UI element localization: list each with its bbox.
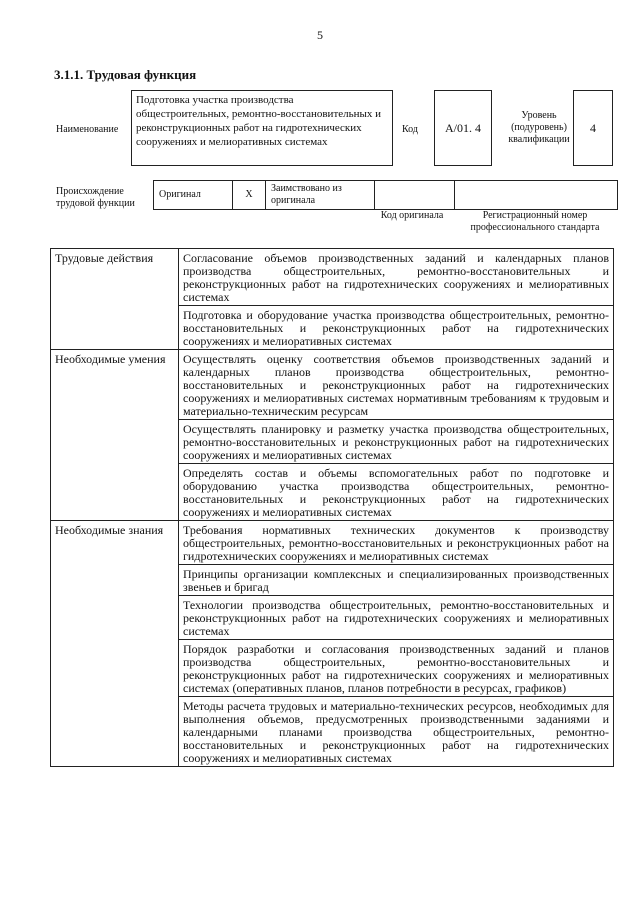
qualification-level-box: 4 <box>573 90 613 166</box>
table-row <box>51 521 614 565</box>
list-item: Осуществлять оценку соответствия объемов производственных заданий и календарных планов производства общестроительных, ремонтно-восстановительных и реконструкционных работ на гидротехнических сооружениях и мелиоративных системах нормативным требованиям к трудовым и материально-техническим ресурсам <box>179 350 614 420</box>
reg-number-label: Регистрационный номер профессионального стандарта <box>470 210 600 233</box>
function-details-table <box>50 248 614 767</box>
origin-table <box>153 180 618 210</box>
section-title: 3.1.1. Трудовая функция <box>54 67 197 82</box>
section-label: Трудовые действия <box>51 249 179 350</box>
section-label: Необходимые знания <box>51 521 179 767</box>
code-original-label: Код оригинала <box>380 210 444 221</box>
list-item: Подготовка и оборудование участка производства общестроительных, ремонтно-восстановительных и реконструкционных работ на гидротехнических сооружениях и мелиоративных системах <box>179 306 614 350</box>
origin-borrowed: Заимствовано из оригинала <box>266 181 375 210</box>
page-number: 5 <box>317 28 323 42</box>
origin-code-cell <box>375 181 455 210</box>
list-item: Принципы организации комплексных и специализированных производственных звеньев и бригад <box>179 565 614 596</box>
section-label: Необходимые умения <box>51 350 179 521</box>
table-row <box>51 350 614 420</box>
table-row <box>51 249 614 306</box>
list-item: Порядок разработки и согласования производственных заданий и планов производства общестроительных, ремонтно-восстановительных и реконструкционных работ на гидротехнических сооружениях и мелиоративных системах (оперативных планов, планов потребности в ресурсах, графиков) <box>179 640 614 697</box>
function-code-box: А/01. 4 <box>434 90 492 166</box>
origin-mark: X <box>233 181 266 210</box>
code-label: Код <box>402 124 418 135</box>
origin-reg-cell <box>455 181 618 210</box>
list-item: Определять состав и объемы вспомогательных работ по подготовке и оборудованию участка производства общестроительных, ремонтно-восстановительных и реконструкционных работ на гидротехнических сооружениях и мелиоративных системах <box>179 464 614 521</box>
list-item: Согласование объемов производственных заданий и календарных планов производства общестроительных, ремонтно-восстановительных и реконструкционных работ на гидротехнических сооружениях и мелиоративных системах <box>179 249 614 306</box>
origin-label: Происхождение трудовой функции <box>56 186 135 209</box>
function-name-box: Подготовка участка производства общестроительных, ремонтно-восстановительных и реконструкционных работ на гидротехнических сооружениях и мелиоративных системах <box>131 90 393 166</box>
list-item: Методы расчета трудовых и материально-технических ресурсов, необходимых для выполнения объемов, предусмотренных производственными заданиями и календарными планами производства общестроительных, ремонтно-восстановительных и реконструкционных работ на гидротехнических сооружениях и мелиоративных системах <box>179 697 614 767</box>
qualification-level-label: Уровень (подуровень) квалификации <box>508 110 570 145</box>
name-label: Наименование <box>56 124 119 135</box>
list-item: Технологии производства общестроительных, ремонтно-восстановительных и реконструкционных работ на гидротехнических сооружениях и мелиоративных системах <box>179 596 614 640</box>
list-item: Требования нормативных технических документов к производству общестроительных, ремонтно-восстановительных и реконструкционных работ на гидротехнических сооружениях и мелиоративных системах <box>179 521 614 565</box>
list-item: Осуществлять планировку и разметку участка производства общестроительных, ремонтно-восстановительных и реконструкционных работ на гидротехнических сооружениях и мелиоративных системах <box>179 420 614 464</box>
origin-original: Оригинал <box>154 181 233 210</box>
